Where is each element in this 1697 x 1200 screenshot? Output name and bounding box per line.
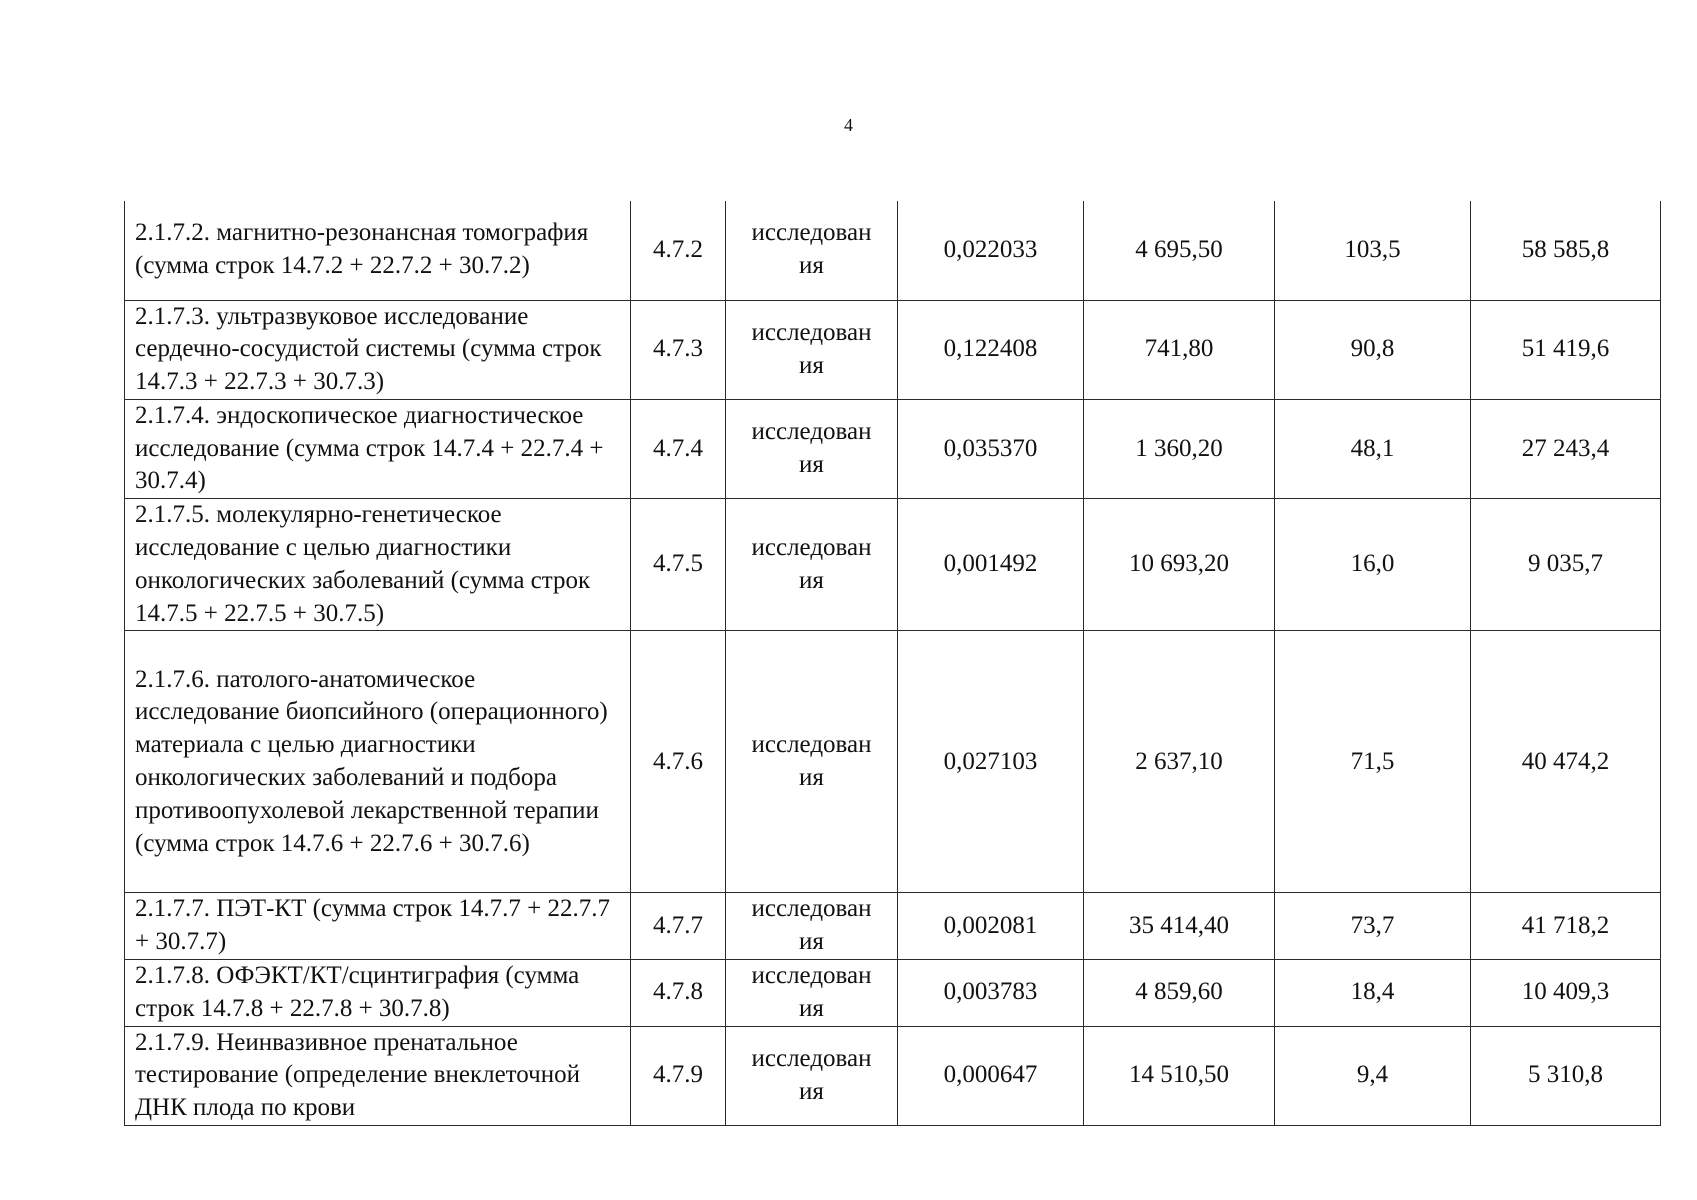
row-code-cell: 4.7.4	[631, 399, 726, 498]
row-unit-cell	[726, 399, 898, 498]
table-row	[125, 893, 1661, 960]
row-code-cell: 4.7.9	[631, 1026, 726, 1125]
unit-line-2: ия	[799, 1077, 824, 1105]
row-name-cell: 2.1.7.5. молекулярно-генетическое исследование с целью диагностики онкологических заболеваний (сумма строк 14.7.5 + 22.7.5 + 30.7.5)	[125, 499, 631, 631]
row-per-capita-cell: 16,0	[1275, 499, 1471, 631]
table-row	[125, 1026, 1661, 1125]
unit-line-2: ия	[799, 566, 824, 594]
unit-line-1: исследован	[751, 895, 872, 923]
row-unit-cell	[726, 300, 898, 399]
row-per-capita-cell: 90,8	[1275, 300, 1471, 399]
row-total-cell: 40 474,2	[1471, 631, 1661, 893]
row-total-cell: 41 718,2	[1471, 893, 1661, 960]
row-unit-cell	[726, 499, 898, 631]
row-unit-cell	[726, 893, 898, 960]
row-total-cell: 9 035,7	[1471, 499, 1661, 631]
table-row	[125, 201, 1661, 300]
row-norm-cell: 0,002081	[898, 893, 1084, 960]
row-total-cell: 5 310,8	[1471, 1026, 1661, 1125]
row-cost-cell: 741,80	[1084, 300, 1275, 399]
table-body	[125, 201, 1661, 1126]
table-row	[125, 499, 1661, 631]
row-unit-cell	[726, 960, 898, 1027]
row-norm-cell: 0,027103	[898, 631, 1084, 893]
row-per-capita-cell: 71,5	[1275, 631, 1471, 893]
row-name-cell: 2.1.7.8. ОФЭКТ/КТ/сцинтиграфия (сумма строк 14.7.8 + 22.7.8 + 30.7.8)	[125, 960, 631, 1027]
row-name-cell: 2.1.7.2. магнитно-резонансная томография (сумма строк 14.7.2 + 22.7.2 + 30.7.2)	[125, 201, 631, 300]
row-code-cell: 4.7.5	[631, 499, 726, 631]
row-name-cell: 2.1.7.6. патолого-анатомическое исследование биопсийного (операционного) материала с целью диагностики онкологических заболеваний и подбора противоопухолевой лекарственной терапии (сумма строк 14.7.6 + 22.7.6 + 30.7.6)	[125, 631, 631, 893]
row-norm-cell: 0,035370	[898, 399, 1084, 498]
unit-line-1: исследован	[751, 1045, 872, 1073]
table-row	[125, 399, 1661, 498]
unit-line-2: ия	[799, 763, 824, 791]
row-total-cell: 27 243,4	[1471, 399, 1661, 498]
row-cost-cell: 2 637,10	[1084, 631, 1275, 893]
row-per-capita-cell: 73,7	[1275, 893, 1471, 960]
row-cost-cell: 4 859,60	[1084, 960, 1275, 1027]
page-number: 4	[844, 115, 853, 135]
row-name-cell: 2.1.7.9. Неинвазивное пренатальное тестирование (определение внеклеточной ДНК плода по крови	[125, 1026, 631, 1125]
unit-line-1: исследован	[751, 962, 872, 990]
unit-line-1: исследован	[751, 219, 872, 247]
row-norm-cell: 0,022033	[898, 201, 1084, 300]
unit-line-2: ия	[799, 928, 824, 956]
row-unit-cell	[726, 201, 898, 300]
row-norm-cell: 0,122408	[898, 300, 1084, 399]
row-unit-cell	[726, 1026, 898, 1125]
unit-line-2: ия	[799, 994, 824, 1022]
row-norm-cell: 0,000647	[898, 1026, 1084, 1125]
table-row	[125, 960, 1661, 1027]
row-norm-cell: 0,001492	[898, 499, 1084, 631]
row-name-cell: 2.1.7.4. эндоскопическое диагностическое исследование (сумма строк 14.7.4 + 22.7.4 + 30.7.4)	[125, 399, 631, 498]
row-name-cell: 2.1.7.3. ультразвуковое исследование сердечно-сосудистой системы (сумма строк 14.7.3 + 22.7.3 + 30.7.3)	[125, 300, 631, 399]
row-total-cell: 58 585,8	[1471, 201, 1661, 300]
unit-line-1: исследован	[751, 731, 872, 759]
unit-line-1: исследован	[751, 318, 872, 346]
row-cost-cell: 35 414,40	[1084, 893, 1275, 960]
unit-line-2: ия	[799, 351, 824, 379]
row-code-cell: 4.7.3	[631, 300, 726, 399]
row-code-cell: 4.7.6	[631, 631, 726, 893]
row-norm-cell: 0,003783	[898, 960, 1084, 1027]
row-cost-cell: 10 693,20	[1084, 499, 1275, 631]
row-per-capita-cell: 103,5	[1275, 201, 1471, 300]
row-total-cell: 51 419,6	[1471, 300, 1661, 399]
row-code-cell: 4.7.8	[631, 960, 726, 1027]
unit-line-1: исследован	[751, 418, 872, 446]
row-per-capita-cell: 9,4	[1275, 1026, 1471, 1125]
row-cost-cell: 14 510,50	[1084, 1026, 1275, 1125]
unit-line-1: исследован	[751, 534, 872, 562]
data-table	[124, 201, 1661, 1126]
unit-line-2: ия	[799, 252, 824, 280]
row-per-capita-cell: 18,4	[1275, 960, 1471, 1027]
unit-line-2: ия	[799, 451, 824, 479]
row-per-capita-cell: 48,1	[1275, 399, 1471, 498]
row-code-cell: 4.7.7	[631, 893, 726, 960]
row-cost-cell: 4 695,50	[1084, 201, 1275, 300]
row-unit-cell	[726, 631, 898, 893]
row-cost-cell: 1 360,20	[1084, 399, 1275, 498]
row-code-cell: 4.7.2	[631, 201, 726, 300]
row-name-cell: 2.1.7.7. ПЭТ-КТ (сумма строк 14.7.7 + 22.7.7 + 30.7.7)	[125, 893, 631, 960]
table-row	[125, 631, 1661, 893]
table-row	[125, 300, 1661, 399]
row-total-cell: 10 409,3	[1471, 960, 1661, 1027]
